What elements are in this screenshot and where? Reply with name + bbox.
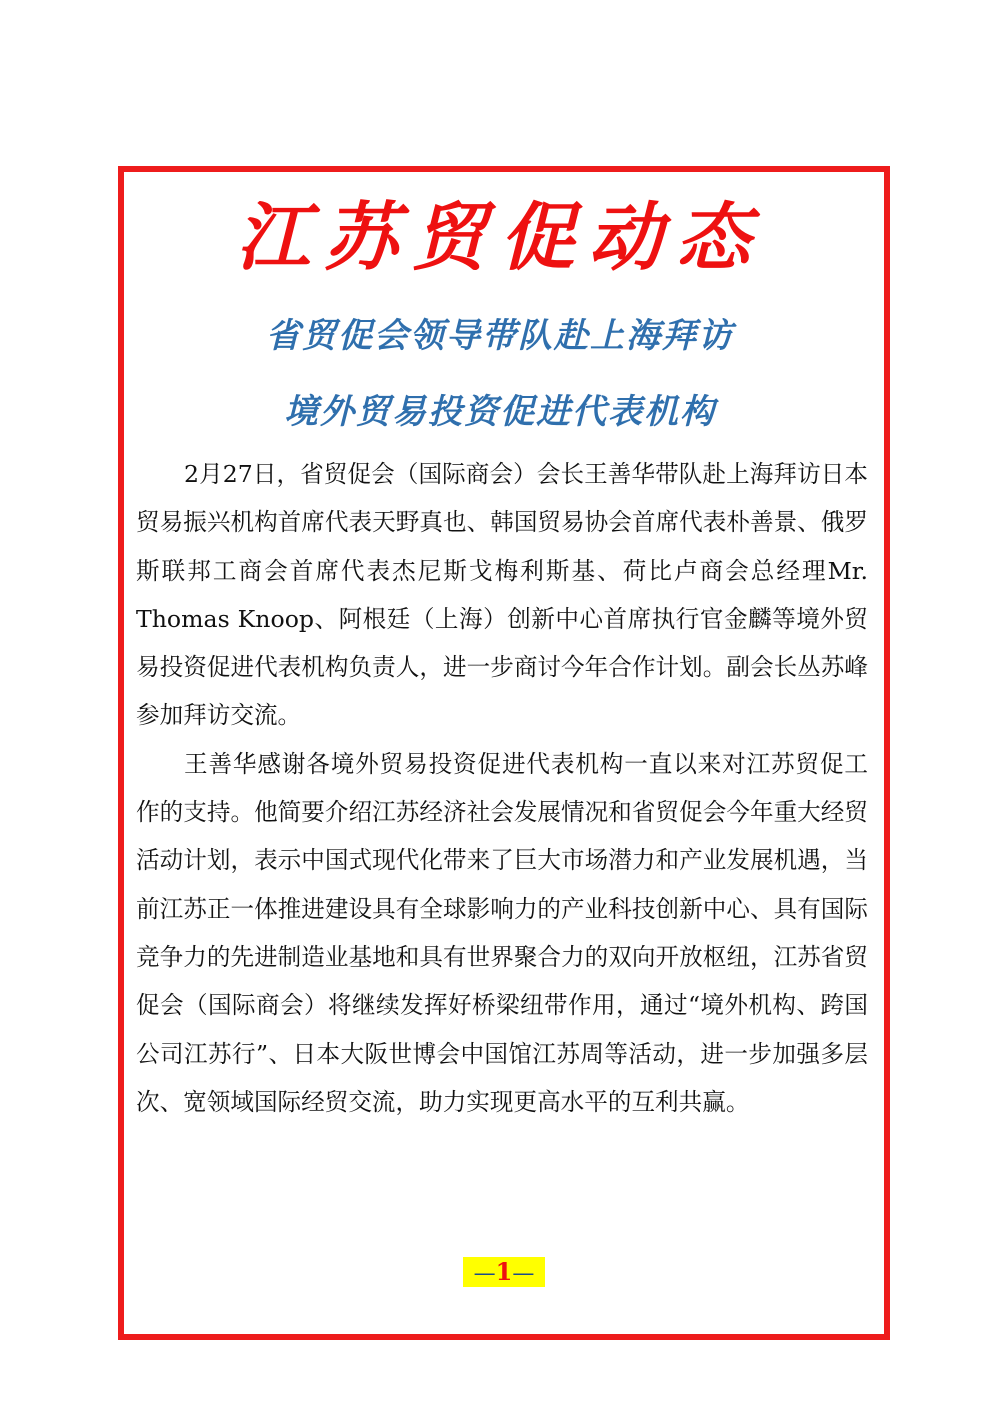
headline-line-2: 境外贸易投资促进代表机构 bbox=[284, 392, 716, 432]
page-number: 1 bbox=[495, 1257, 513, 1286]
headline-line-1: 省贸促会领导带队赴上海拜访 bbox=[266, 316, 734, 356]
article-body bbox=[136, 450, 868, 1126]
paragraph-2: 王善华感谢各境外贸易投资促进代表机构一直以来对江苏贸促工作的支持。他简要介绍江苏经济社会发展情况和省贸促会今年重大经贸活动计划，表示中国式现代化带来了巨大市场潜力和产业发展机遇，当前江苏正一体推进建设具有全球影响力的产业科技创新中心、具有国际竞争力的先进制造业基地和具有世界聚合力的双向开放枢纽，江苏省贸促会（国际商会）将继续发挥好桥梁纽带作用，通过“境外机构、跨国公司江苏行”、日本大阪世博会中国馆江苏周等活动，进一步加强多层次、宽领域国际经贸交流，助力实现更高水平的互利共赢。 bbox=[136, 749, 868, 1116]
paragraph-1: 2月27日，省贸促会（国际商会）会长王善华带队赴上海拜访日本贸易振兴机构首席代表天野真也、韩国贸易协会首席代表朴善景、俄罗斯联邦工商会首席代表杰尼斯戈梅利斯基、荷比卢商会总经理Mr. Thomas Knoop、阿根廷（上海）创新中心首席执行官金麟等境外贸易投资促进代表机构负责人，进一步商讨今年合作计划。副会长丛苏峰参加拜访交流。 bbox=[136, 460, 868, 730]
masthead-title: 江苏贸促动态 bbox=[236, 195, 764, 281]
page-number-dash-right: — bbox=[512, 1261, 535, 1286]
page-number-dash-left: — bbox=[473, 1261, 496, 1286]
page-number-badge bbox=[463, 1257, 545, 1287]
